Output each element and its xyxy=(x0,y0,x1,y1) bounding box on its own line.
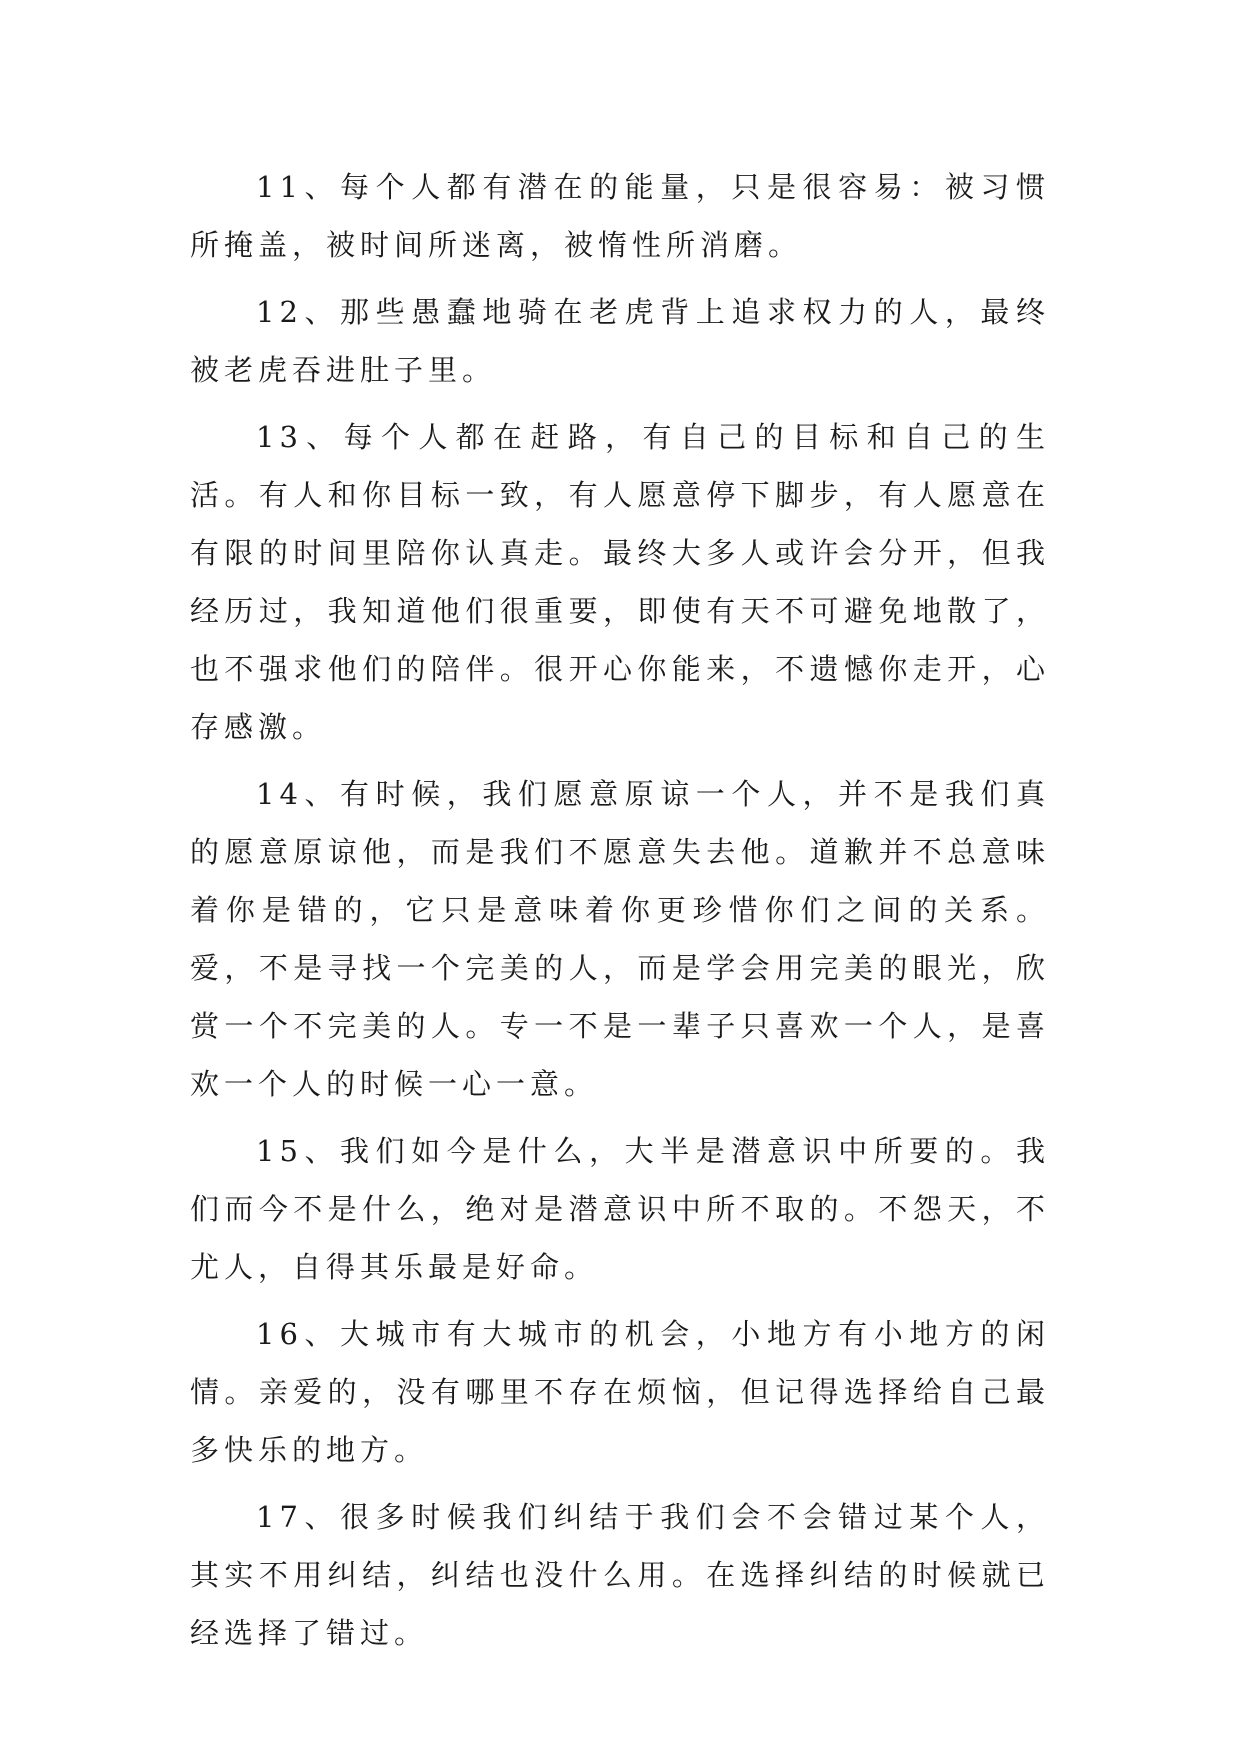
paragraph-15: 15、我们如今是什么，大半是潜意识中所要的。我们而今不是什么，绝对是潜意识中所不取的。不怨天，不尤人，自得其乐最是好命。 xyxy=(190,1134,1050,1284)
paragraph-11: 11、每个人都有潜在的能量，只是很容易：被习惯所掩盖，被时间所迷离，被惰性所消磨。 xyxy=(190,170,1050,262)
paragraph-17: 17、很多时候我们纠结于我们会不会错过某个人，其实不用纠结，纠结也没什么用。在选择纠结的时候就已经选择了错过。 xyxy=(190,1500,1050,1650)
document-body xyxy=(190,158,1050,1671)
paragraph-12: 12、那些愚蠢地骑在老虎背上追求权力的人，最终被老虎吞进肚子里。 xyxy=(190,295,1050,387)
paragraph-13: 13、每个人都在赶路，有自己的目标和自己的生活。有人和你目标一致，有人愿意停下脚步，有人愿意在有限的时间里陪你认真走。最终大多人或许会分开，但我经历过，我知道他们很重要，即使有天不可避免地散了，也不强求他们的陪伴。很开心你能来，不遗憾你走开，心存感激。 xyxy=(190,420,1050,744)
paragraph-14: 14、有时候，我们愿意原谅一个人，并不是我们真的愿意原谅他，而是我们不愿意失去他。道歉并不总意味着你是错的，它只是意味着你更珍惜你们之间的关系。爱，不是寻找一个完美的人，而是学会用完美的眼光，欣赏一个不完美的人。专一不是一辈子只喜欢一个人，是喜欢一个人的时候一心一意。 xyxy=(190,777,1050,1101)
paragraph-16: 16、大城市有大城市的机会，小地方有小地方的闲情。亲爱的，没有哪里不存在烦恼，但记得选择给自己最多快乐的地方。 xyxy=(190,1317,1050,1467)
